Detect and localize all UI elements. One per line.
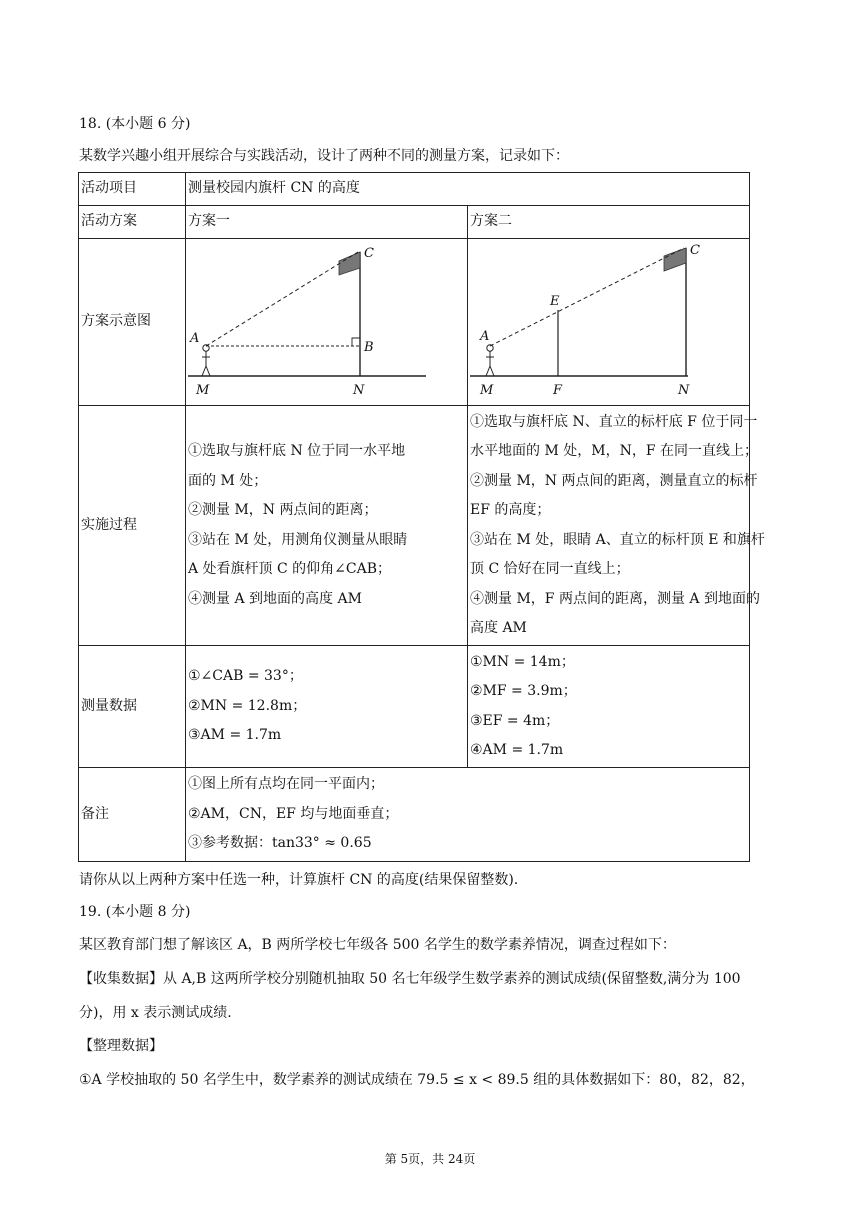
process1-line-5: A 处看旗杆顶 C 的仰角∠CAB； — [188, 561, 392, 577]
row-plan — [79, 206, 750, 239]
flag — [339, 252, 360, 275]
label-E: E — [550, 294, 560, 309]
diagram2 — [468, 242, 784, 402]
label-A: A — [480, 329, 490, 344]
project-value: 测量校园内旗杆 CN 的高度 — [186, 173, 750, 206]
process1-line-4: ③站在 M 处，用测角仪测量从眼睛 — [188, 531, 408, 548]
data-plan2 — [468, 646, 750, 768]
q18-heading: 18. (本小题 6 分) — [79, 116, 191, 132]
label-F: F — [553, 383, 563, 398]
data2-line-3: ③EF = 4m； — [470, 712, 560, 729]
q18-question: 请你从以上两种方案中任选一种，计算旗杆 CN 的高度(结果保留整数). — [79, 872, 519, 888]
plan1-title: 方案一 — [186, 206, 468, 239]
label-C: C — [364, 246, 374, 261]
data1-line-1: ①∠CAB = 33°； — [188, 668, 303, 685]
q18-intro: 某数学兴趣小组开展综合与实践活动，设计了两种不同的测量方案，记录如下： — [79, 148, 569, 164]
flag — [664, 248, 686, 271]
label-process: 实施过程 — [79, 406, 186, 646]
label-data: 测量数据 — [79, 646, 186, 768]
q19-heading: 19. (本小题 8 分) — [79, 904, 191, 920]
label-M: M — [196, 383, 210, 398]
process-plan1 — [186, 406, 468, 646]
process1-line-2: 面的 M 处； — [188, 472, 268, 489]
row-notes — [79, 768, 750, 862]
note-line-1: ①图上所有点均在同一平面内； — [188, 776, 384, 793]
q19-collect-line-2: 分)，用 x 表示测试成绩. — [79, 1005, 232, 1021]
q19-collect-line-1: 【收集数据】从 A,B 这两所学校分别随机抽取 50 名七年级学生数学素养的测试成绩(保留整数,满分为 100 — [79, 971, 741, 987]
label-N: N — [353, 383, 365, 398]
row-project — [79, 173, 750, 206]
process2-line-1: ①选取与旗杆底 N、直立的标杆底 F 位于同一 — [470, 413, 758, 430]
label-C: C — [690, 243, 700, 258]
row-data — [79, 646, 750, 768]
label-diagram: 方案示意图 — [79, 239, 186, 406]
data2-line-2: ②MF = 3.9m； — [470, 683, 577, 699]
process2-line-8: 高度 AM — [470, 620, 527, 636]
label-B: B — [364, 340, 374, 355]
sight-line — [206, 252, 358, 346]
label-N: N — [678, 383, 690, 398]
diagram1-cell — [186, 239, 468, 406]
q19-organize-heading: 【整理数据】 — [79, 1038, 163, 1054]
person-figure — [486, 345, 494, 376]
data-plan1 — [186, 646, 468, 768]
measurement-table — [78, 172, 765, 862]
right-angle-mark — [352, 338, 360, 346]
process1-line-3: ②测量 M，N 两点间的距离； — [188, 502, 378, 518]
process2-line-4: EF 的高度； — [470, 502, 551, 518]
label-M: M — [480, 383, 494, 398]
process2-line-5: ③站在 M 处，眼睛 A、直立的标杆顶 E 和旗杆 — [470, 531, 765, 548]
diagram1 — [186, 242, 430, 402]
label-project: 活动项目 — [79, 173, 186, 206]
q19-intro: 某区教育部门想了解该区 A，B 两所学校七年级各 500 名学生的数学素养情况，调查过程如下： — [79, 937, 676, 953]
page-footer: 第 5页，共 24页 — [384, 1152, 476, 1166]
row-diagram — [79, 239, 750, 406]
label-A: A — [190, 331, 200, 346]
process-plan2 — [468, 406, 765, 646]
label-plan: 活动方案 — [79, 206, 186, 239]
plan2-title: 方案二 — [468, 206, 750, 239]
q19-item-1: ①A 学校抽取的 50 名学生中，数学素养的测试成绩在 79.5 ≤ x < 89.5 组的具体数据如下：80，82，82， — [79, 1072, 755, 1088]
diagram2-cell — [468, 239, 750, 406]
note-line-3: ③参考数据：tan33° ≈ 0.65 — [188, 835, 372, 852]
row-process — [79, 406, 750, 646]
data2-line-1: ①MN = 14m； — [470, 653, 575, 670]
person-figure — [202, 345, 210, 376]
sight-line — [490, 248, 684, 346]
process2-line-7: ④测量 M，F 两点间的距离，测量 A 到地面的 — [470, 590, 760, 607]
process2-line-6: 顶 C 恰好在同一直线上； — [470, 561, 630, 577]
note-line-2: ②AM，CN，EF 均与地面垂直； — [188, 805, 399, 822]
data1-line-2: ②MN = 12.8m； — [188, 697, 307, 714]
process2-line-2: 水平地面的 M 处，M，N，F 在同一直线上； — [470, 443, 758, 459]
label-notes: 备注 — [79, 768, 186, 862]
process1-line-6: ④测量 A 到地面的高度 AM — [188, 590, 362, 607]
data2-line-4: ④AM = 1.7m — [470, 742, 564, 758]
process2-line-3: ②测量 M，N 两点间的距离，测量直立的标杆 — [470, 472, 758, 489]
notes-content — [186, 768, 750, 862]
data1-line-3: ③AM = 1.7m — [188, 727, 282, 744]
process1-line-1: ①选取与旗杆底 N 位于同一水平地 — [188, 443, 406, 459]
